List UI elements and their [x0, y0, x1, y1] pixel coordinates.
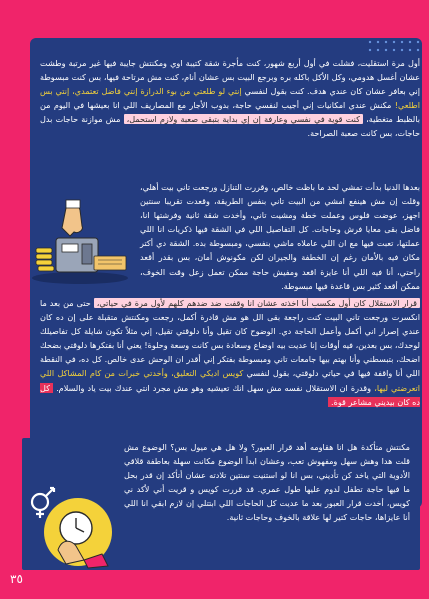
paragraph-2-text: بعدها الدنيا بدأت تمشي لحد ما باظت خالص، وقررت التنازل ورجعت تاني بيت أهلي، وقلت إن مش هينفع امشي من البيت تاني بنفس الطريقة، وقعدت تقريبا سنتين اجهز، عوضت فلوس وعملت خطة ومشيت تاني، وأخدت شقة ثانية وفرشتها انا، فاضل بقى معايا فرش وحاجات. كل التفاصيل اللي في الشقة فيها ذكريات انا اللي عملتها، تعبت فيها مع ان اللي عاملاه ماشي بنفسي، ومبسوطة بده. الشقة دي أكتر مكان فيه بالأمان رغم إن الخطفة والجيران لكن مكونوش أمان، بس بقدر أقعد راحتي، أنا فيه اللي أنا عايزة اقعد ومفيش حاجة ممكن تعمل زعل وقت الخوف، ممكن أقعد كثير بس قاعدة فيها مبسوطة. [140, 182, 420, 291]
clock-icon [60, 512, 92, 544]
paragraph-4 [124, 440, 410, 525]
paragraph-3 [40, 296, 420, 409]
paragraph-1 [40, 56, 420, 141]
paragraph-3-highlight-red: كل ده كان بيديني مشاعر قوة. [40, 382, 420, 407]
paragraph-4-text: مكنتش متأكدة هل انا هقاومه أهد قرار العبور؟ ولا هل هي ميول بس؟ الوضوع مش قلت هدا وهش سهل ومفهوش تعب، وعشان ابدأ الوضوع مكانت سهلة بعاطفة قلاقي الأدوية التي ياخد كن تأديني، بس انا لو استنيت سنتين تلادته عشان أتأكد إن قدر بحل ما فيها حاجة تطفل لدوم عليها طول عمري. قد قررت كويس و قريت أني لأكد ني كويس، أخدت قرار العبور بعد ما عديت كل الحاجات اللي ابتتلي إن لازم ابقي انا اللي أنا عايزاها، حاجات كتير لها علاقة بالخوف وحاجات ثانية. [124, 442, 410, 523]
paragraph-3-quote: كويس اديكي التعليق، وأخدتي خبرات من كام المشاكل اللي اتعرضتي ليها، [40, 368, 420, 393]
clock-illustration [22, 480, 122, 570]
paragraph-1-lead: أول مرة استقليت، فشلت في أول أربع شهور، كنت مأجرة شقة كتيبة اوي ومكنتش جايبة فيها غير مرتبة وطشت عشان أغسل هدومي، وكل الأكل باكله بره وبرجع البيت بس عشان أنام، كنت مش مرتاحة فيها، بس كنت مبسوطة إني بعافر عشان كان عندي هدف. كنت بقول لنفسي [40, 58, 420, 97]
paragraph-3-text: حتى من بعد ما انكسرت ورجعت تاني البيت كنت راجعة بقى الل هو مش قادرة أكمل، رجعت ومكنتش متقبلة على إن ده كان عندي إصرار اني أكمل وأعمل الحاجة دي. الوضوح كان تقيل وأنا دلوقتي تقيل، إني مثلاً تكون شايلة كل تفاصيلك لوحدك، بس بعدين، فيه أوقات إنا عديت بيه اوضاع وسعادة بس كانت وسعة وحلوة! يعني أنا بفتكرها دلوقتي بضحك اضحك، بتبسطني وأنا بهتم بيها جامعات تاني ومبسوطة بفتكر إني أقدر ان الوحش عدى خالص. كل ده، في النقطة اللي أنا واقفة فيها في حياتي دلوقتي، بقول لنفسي [40, 298, 421, 379]
paragraph-1-tail: مش موازنة حاجات بدل حاجات، بس كانت صعبة الصراحة. [40, 114, 420, 139]
cash-icon [94, 256, 126, 270]
coins-icon [36, 248, 54, 271]
page-number: ٣٥ [10, 572, 23, 586]
paragraph-3-tail: وقدرة ان الاستقلال نفسه مش سهل انك تعيشيه وهو مش مجرد انتي عندك بيت ياد والسلام. [56, 382, 372, 393]
paragraph-1-quote: إنتي لو طلعتي من بوء الدرازة إنتي فاضل تعتمدي، إنتي بس اطلعي! [40, 86, 420, 111]
paragraph-3-highlight: قرار الاستقلال كان أول مكسب أنا اخذته عشان انا وقفت ضد ضدهم كلهم لأول مرة في حياتي، [94, 298, 420, 308]
cash-machine-illustration [26, 198, 134, 288]
dot-grid-decoration [366, 38, 422, 56]
paragraph-2 [140, 180, 420, 293]
paragraph-1-middle: مكنش عندي امكانيات إني أجيب لنفسي حاجة، بدوب الأجار مع المصاريف اللي انا بعيشها في اليوم من بالظبط متغطية، [40, 100, 420, 125]
paragraph-1-highlight: كنت قوية في نفسي وعارفة إن إي بداية بتبقى صعبة ولازم استحمل، [124, 114, 363, 124]
